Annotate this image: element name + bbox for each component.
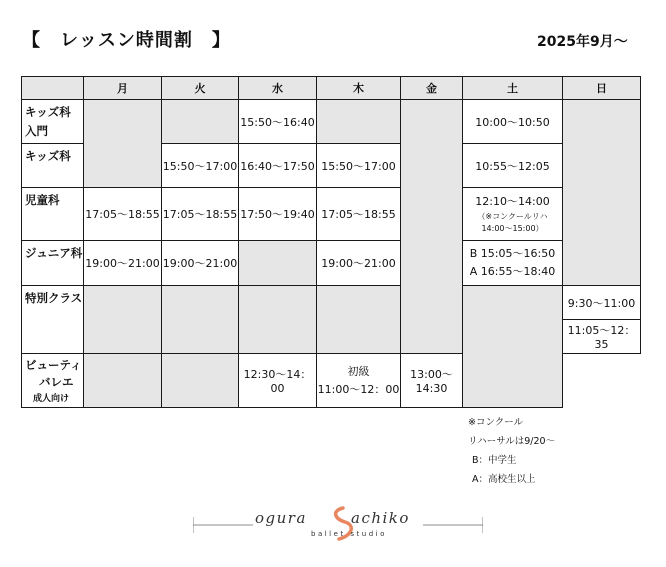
day-thu: 木	[317, 77, 401, 100]
level-label: 初級	[347, 364, 370, 378]
slot-junior-thu: 19:00～21:00	[317, 241, 401, 286]
footnote-concours: ※コンクール	[468, 417, 524, 428]
page-title: 【 レッスン時間割 】	[22, 30, 231, 51]
empty-cell	[317, 100, 401, 144]
slot-beauty-sun: 13:00～14:30	[401, 354, 463, 408]
row-special-1	[22, 286, 641, 320]
slot-time: 11:00～12：00	[317, 382, 400, 396]
slot-junior-sat	[463, 241, 563, 286]
footnote-a: A：高校生以上	[472, 474, 536, 485]
rehearsal-note: 14:00～15:00）	[481, 224, 544, 233]
class-label-note: 成人向け	[33, 394, 70, 404]
slot-time-b: B 15:05～16:50	[469, 247, 556, 260]
empty-cell	[84, 286, 162, 354]
class-label-line: バレエ	[39, 375, 74, 389]
empty-cell	[84, 100, 162, 188]
footnote-b: B：中学生	[472, 455, 517, 466]
slot-beauty-thu	[317, 354, 401, 408]
slot-kids-thu: 15:50～17:00	[317, 144, 401, 188]
slot-jido-wed: 17:50～19:40	[239, 188, 317, 241]
empty-cell	[162, 100, 239, 144]
footnote-rehearsal: リハーサルは9/20～	[468, 436, 556, 447]
day-sun: 日	[563, 77, 641, 100]
slot-jido-sat	[463, 188, 563, 241]
class-label-beauty	[22, 354, 84, 408]
class-label-line: ビューティ	[25, 358, 82, 372]
studio-logo	[193, 505, 483, 541]
slot-jido-thu: 17:05～18:55	[317, 188, 401, 241]
class-label-jido: 児童科	[22, 188, 84, 241]
slot-special-sun-1: 9:30～11:00	[563, 286, 641, 320]
empty-cell	[239, 286, 317, 354]
rehearsal-note: （※コンクールリハ	[477, 212, 548, 221]
day-fri: 金	[401, 77, 463, 100]
slot-jido-mon: 17:05～18:55	[84, 188, 162, 241]
slot-time-a: A 16:55～18:40	[469, 265, 556, 278]
slot-junior-mon: 19:00～21:00	[84, 241, 162, 286]
empty-cell-sat	[463, 286, 563, 408]
slot-kids-wed: 16:40～17:50	[239, 144, 317, 188]
class-label-junior: ジュニア科	[22, 241, 84, 286]
day-mon: 月	[84, 77, 162, 100]
slot-jido-tue: 17:05～18:55	[162, 188, 239, 241]
row-kids-intro	[22, 100, 641, 144]
slot-kids-intro-sat: 10:00～10:50	[463, 100, 563, 144]
class-label-kids-intro	[22, 100, 84, 144]
slot-special-sun-2: 11:05～12：35	[563, 320, 641, 354]
svg-text:ogura: ogura	[255, 509, 307, 527]
slot-kids-intro-wed: 15:50～16:40	[239, 100, 317, 144]
empty-cell-sun	[563, 100, 641, 286]
slot-time: 12:10～14:00	[475, 195, 550, 208]
empty-cell	[239, 241, 317, 286]
class-label-line: 入門	[25, 124, 48, 138]
slot-kids-sat: 10:55～12:05	[463, 144, 563, 188]
day-wed: 水	[239, 77, 317, 100]
effective-date: 2025年9月～	[537, 34, 628, 50]
slot-junior-tue: 19:00～21:00	[162, 241, 239, 286]
empty-cell	[162, 286, 239, 354]
class-label-kids: キッズ科	[22, 144, 84, 188]
svg-text:ballet studio: ballet studio	[311, 530, 387, 538]
empty-cell	[317, 286, 401, 354]
day-sat: 土	[463, 77, 563, 100]
class-label-line: キッズ科	[25, 105, 71, 119]
empty-cell-fri	[401, 100, 463, 354]
svg-text:achiko: achiko	[351, 509, 410, 527]
corner-cell	[22, 77, 84, 100]
slot-kids-tue: 15:50～17:00	[162, 144, 239, 188]
slot-beauty-wed: 12:30～14：00	[239, 354, 317, 408]
row-jido	[22, 188, 641, 241]
class-label-special: 特別クラス	[22, 286, 84, 354]
day-tue: 火	[162, 77, 239, 100]
day-header-row	[22, 77, 641, 100]
empty-cell	[162, 354, 239, 408]
row-junior	[22, 241, 641, 286]
empty-cell	[84, 354, 162, 408]
timetable	[21, 76, 641, 408]
